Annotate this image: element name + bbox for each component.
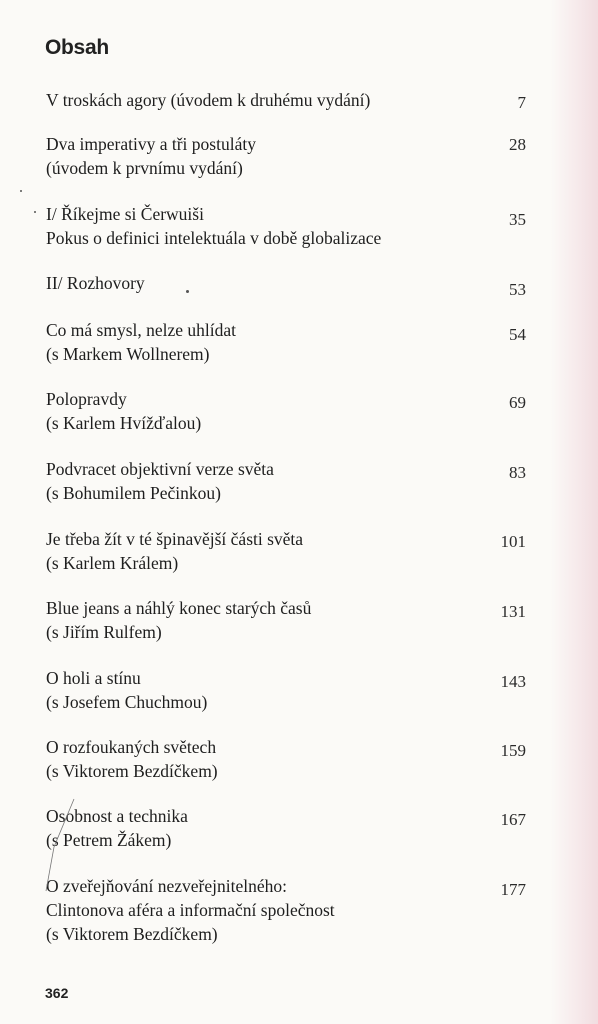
toc-entry-line: O holi a stínu [46, 668, 141, 688]
ink-speck [186, 290, 189, 293]
toc-entry-line: O zveřejňování nezveřejnitelného: [46, 876, 288, 896]
toc-entry [46, 596, 526, 644]
toc-entry-line: (s Karlem Králem) [46, 553, 179, 573]
toc-page-number: 69 [509, 393, 526, 412]
toc-page-number: 54 [509, 325, 526, 344]
toc-entry-line: (s Jiřím Rulfem) [46, 622, 162, 642]
toc-entry-line: I/ Říkejme si Čerwuiši [46, 204, 204, 224]
toc-entry-line: V troskách agory (úvodem k druhému vydání) [46, 90, 371, 110]
ink-speck [34, 211, 36, 213]
toc-entry-line: (s Karlem Hvížďalou) [46, 413, 202, 433]
pencil-mark [40, 795, 80, 895]
toc-entry-line: Dva imperativy a tři postuláty [46, 134, 256, 154]
toc-entry-line: (s Markem Wollnerem) [46, 344, 210, 364]
toc-entry-line: (s Josefem Chuchmou) [46, 692, 208, 712]
toc-entry-line: O rozfoukaných světech [46, 737, 217, 757]
toc-page-number: 83 [509, 463, 526, 482]
toc-page-number: 28 [509, 135, 526, 154]
toc-entry-line: Co má smysl, nelze uhlídat [46, 320, 237, 340]
toc-entry-line: Polopravdy [46, 389, 127, 409]
toc-page-number: 159 [500, 741, 526, 760]
ink-speck [20, 190, 22, 192]
toc-entry-line: Pokus o definici intelektuála v době globalizace [46, 228, 382, 248]
toc-entry [46, 457, 526, 505]
toc-page-number: 35 [509, 210, 526, 229]
toc-page-number: 177 [500, 880, 526, 899]
toc-entry [46, 271, 526, 299]
page-title: Obsah [45, 36, 109, 59]
toc-page-number: 7 [517, 93, 526, 112]
toc-entry-line: (s Petrem Žákem) [46, 830, 172, 850]
toc-entry [46, 527, 526, 575]
toc-entry [46, 804, 526, 852]
toc-entry-line: Blue jeans a náhlý konec starých časů [46, 598, 312, 618]
toc-page-number: 53 [509, 280, 526, 299]
toc-entry-line: (s Bohumilem Pečinkou) [46, 483, 221, 503]
toc-entry [46, 202, 526, 250]
toc-entry [46, 387, 526, 435]
toc-entry-line: Clintonova aféra a informační společnost [46, 900, 335, 920]
toc-entry-line: II/ Rozhovory [46, 273, 145, 293]
toc-page-number: 143 [500, 672, 526, 691]
toc-entry [46, 318, 526, 366]
toc-page-number: 131 [500, 602, 526, 621]
toc-entry-line: Je třeba žít v té špinavější části světa [46, 529, 304, 549]
toc-entry [46, 874, 526, 946]
toc-page-number: 167 [500, 810, 526, 829]
toc-page-number: 101 [500, 532, 526, 551]
page-folio: 362 [45, 985, 69, 1001]
toc-entry [46, 88, 526, 112]
toc-entry-line: Osobnost a technika [46, 806, 188, 826]
toc-entry [46, 735, 526, 783]
toc-entry-line: (s Viktorem Bezdíčkem) [46, 924, 218, 944]
toc-entry [46, 132, 526, 180]
toc-entry [46, 666, 526, 714]
toc-entry-line: (úvodem k prvnímu vydání) [46, 158, 243, 178]
toc-entry-line: (s Viktorem Bezdíčkem) [46, 761, 218, 781]
toc-entry-line: Podvracet objektivní verze světa [46, 459, 274, 479]
